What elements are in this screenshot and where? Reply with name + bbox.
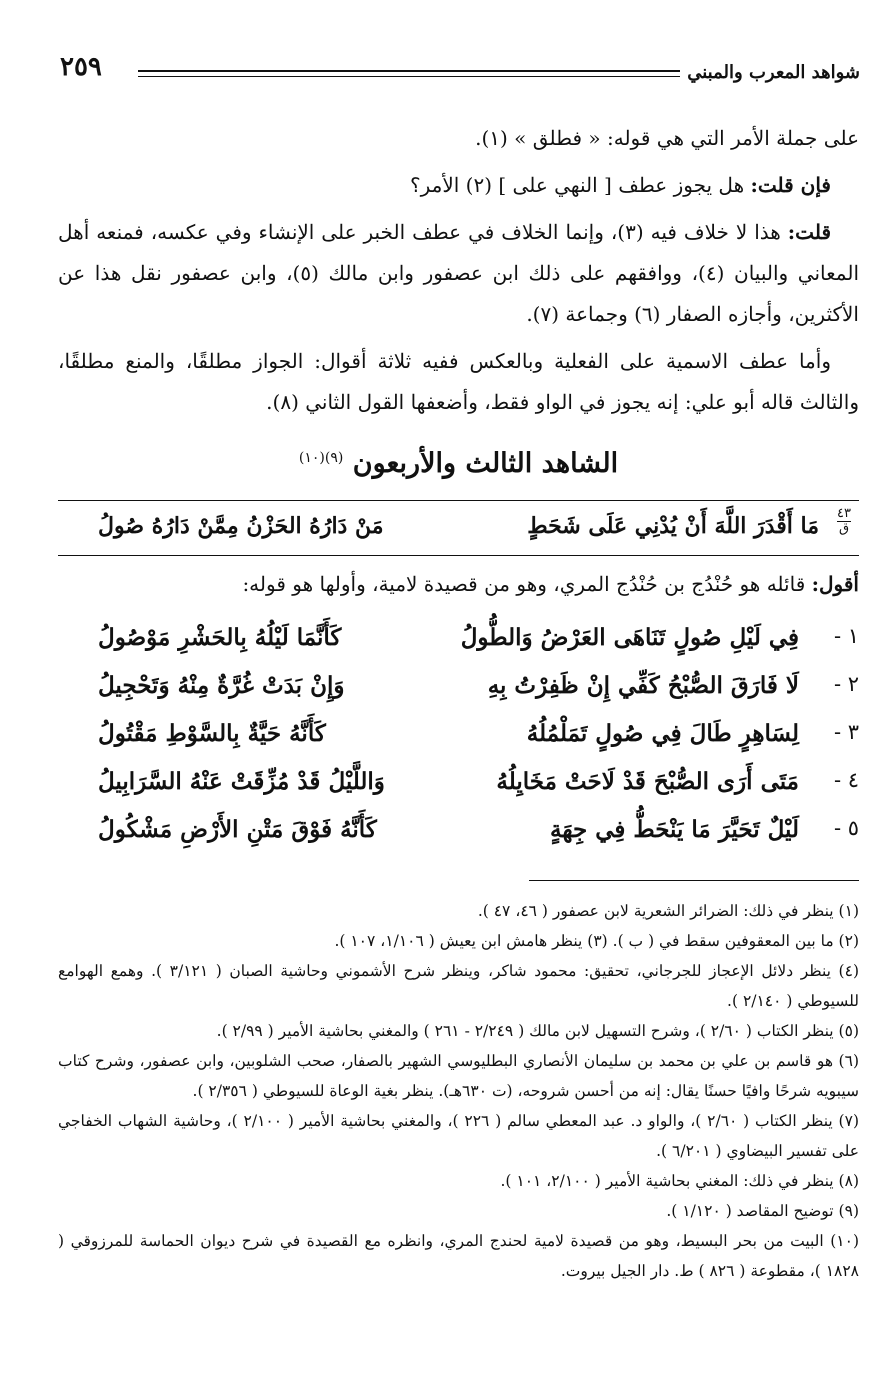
poem-first-hemistich: مَتَى أَرَى الصُّبْحَ قَدْ لَاحَتْ مَخَايِلُهُ <box>496 768 799 795</box>
verse-number <box>837 507 851 536</box>
page-number: ٢٥٩ <box>60 52 102 82</box>
section-heading <box>58 448 859 479</box>
paragraph-1: على جملة الأمر التي هي قوله: « فطلق » (١). <box>475 126 859 150</box>
poem-second-hemistich: كَأَنَّهُ حَيَّةٌ بِالسَّوْطِ مَقْتُولُ <box>98 720 326 747</box>
paragraph-2-label: فإن قلت: <box>750 173 831 197</box>
poem-line <box>58 616 859 664</box>
poem-line <box>58 760 859 808</box>
paragraph-3-text: هذا لا خلاف فيه (٣)، وإنما الخلاف في عطف الخبر على الإنشاء وفي عكسه، فمنعه أهل المعاني والبيان (٤)، ووافقهم على ذلك ابن عصفور وابن مالك (٥)، وابن عصفور نقل هذا عن الأكثرين، وأجازه الصفار (٦) وجماعة (٧). <box>58 220 859 326</box>
poem-line <box>58 664 859 712</box>
poem-line-number: ١ - <box>833 624 859 648</box>
verse-box <box>58 500 859 556</box>
poem-first-hemistich: لَا فَارَقَ الصُّبْحُ كَفِّي إِنْ ظَفِرْتُ بِهِ <box>487 672 799 699</box>
paragraph-3 <box>58 212 859 335</box>
poem-second-hemistich: كَأَنَّمَا لَيْلُهُ بِالحَشْرِ مَوْصُولُ <box>98 624 342 651</box>
poem-second-hemistich: وَاللَّيْلُ قَدْ مُزِّقَتْ عَنْهُ السَّرَابِيلُ <box>98 768 385 795</box>
poem <box>58 616 859 856</box>
poem-first-hemistich: فِي لَيْلِ صُولٍ تَنَاهَى العَرْضُ وَالطُّولُ <box>460 624 799 651</box>
poem-intro-text: قائله هو حُنْدُج بن حُنْدُج المري، وهو من قصيدة لامية، وأولها هو قوله: <box>242 572 806 596</box>
poem-first-hemistich: لَيْلٌ تَحَيَّرَ مَا يَنْحَطُّ فِي جِهَةٍ <box>550 816 799 843</box>
running-title: شواهد المعرب والمبني <box>687 62 860 83</box>
poem-first-hemistich: لِسَاهِرٍ طَالَ فِي صُولٍ تَمَلْمُلُهُ <box>526 720 799 747</box>
paragraph-2-text: هل يجوز عطف [ النهي على ] (٢) الأمر؟ <box>409 173 745 197</box>
poem-line <box>58 712 859 760</box>
header-rule <box>138 70 680 77</box>
verse-number-top: ٤٣ <box>837 506 851 521</box>
footnote-separator <box>529 880 859 881</box>
footnote: (٥) ينظر الكتاب ( ٢/٦٠ )، وشرح التسهيل لابن مالك ( ٢/٢٤٩ - ٢٦١ ) والمغني بحاشية الأمير ( ٢/٩٩ ). <box>216 1022 859 1040</box>
verse-first-hemistich: مَا أَقْدَرَ اللَّهَ أَنْ يُدْنِي عَلَى شَحَطٍ <box>527 513 819 539</box>
section-heading-note: (٩)(١٠) <box>298 450 344 466</box>
footnote: (١) ينظر في ذلك: الضرائر الشعرية لابن عصفور ( ٤٦، ٤٧ ). <box>477 902 859 920</box>
poem-second-hemistich: كَأَنَّهُ فَوْقَ مَتْنِ الأَرْضِ مَشْكُولُ <box>98 816 377 843</box>
verse-number-bottom: ق <box>838 521 850 536</box>
paragraph-3-label: قلت: <box>787 220 831 244</box>
footnote: (٩) توضيح المقاصد ( ١/١٢٠ ). <box>666 1202 859 1220</box>
body-text <box>58 118 859 429</box>
page-header <box>60 50 860 90</box>
poem-line-number: ٥ - <box>833 816 859 840</box>
paragraph-2 <box>58 165 859 206</box>
poem-line-number: ٢ - <box>833 672 859 696</box>
section-heading-text: الشاهد الثالث والأربعون <box>352 448 619 479</box>
poem-line <box>58 808 859 856</box>
footnote: (٦) هو قاسم بن علي بن محمد بن سليمان الأنصاري البطليوسي الشهير بالصفار، صحب الشلوبين، وابن عصفور، وشرح كتاب سيبويه شرحًا وافيًا حسنًا يقال: إنه من أحسن شروحه، (ت ٦٣٠هـ). ينظر بغية الوعاة للسيوطي ( ٢/٣٥٦ ). <box>58 1052 859 1100</box>
paragraph-4: وأما عطف الاسمية على الفعلية وبالعكس ففيه ثلاثة أقوال: الجواز مطلقًا، والمنع مطلقًا، والثالث قاله أبو علي: إنه يجوز في الواو فقط، وأضعفها القول الثاني (٨). <box>58 349 859 414</box>
footnote: (٤) ينظر دلائل الإعجاز للجرجاني، تحقيق: محمود شاكر، وينظر شرح الأشموني وحاشية الصبان ( ٣/١٢١ ). وهمع الهوامع للسيوطي ( ٢/١٤٠ ). <box>58 962 859 1010</box>
footnote: (٧) ينظر الكتاب ( ٢/٦٠ )، والواو د. عبد المعطي سالم ( ٢٢٦ )، والمغني بحاشية الأمير ( ٢/١٠٠ )، وحاشية الشهاب الخفاجي على تفسير البيضاوي ( ٦/٢٠١ ). <box>58 1112 859 1160</box>
verse-second-hemistich: مَنْ دَارُهُ الحَزْنُ مِمَّنْ دَارُهُ صُولُ <box>98 513 384 539</box>
footnotes <box>58 896 859 1286</box>
footnote: (٢) ما بين المعقوفين سقط في ( ب ). (٣) ينظر هامش ابن يعيش ( ١/١٠٦، ١٠٧ ). <box>334 932 859 950</box>
poem-intro-label: أقول: <box>811 572 859 596</box>
footnote: (١٠) البيت من بحر البسيط، وهو من قصيدة لامية لحندج المري، وانظره مع القصيدة في شرح ديوان الحماسة للمرزوقي ( ١٨٢٨ )، مقطوعة ( ٨٢٦ ) ط. دار الجيل بيروت. <box>58 1232 860 1280</box>
footnote: (٨) ينظر في ذلك: المغني بحاشية الأمير ( ٢/١٠٠، ١٠١ ). <box>500 1172 859 1190</box>
poem-second-hemistich: وَإِنْ بَدَتْ غُرَّةٌ مِنْهُ وَتَحْجِيلُ <box>98 672 345 699</box>
poem-intro <box>58 572 859 596</box>
poem-line-number: ٣ - <box>833 720 859 744</box>
poem-line-number: ٤ - <box>833 768 859 792</box>
